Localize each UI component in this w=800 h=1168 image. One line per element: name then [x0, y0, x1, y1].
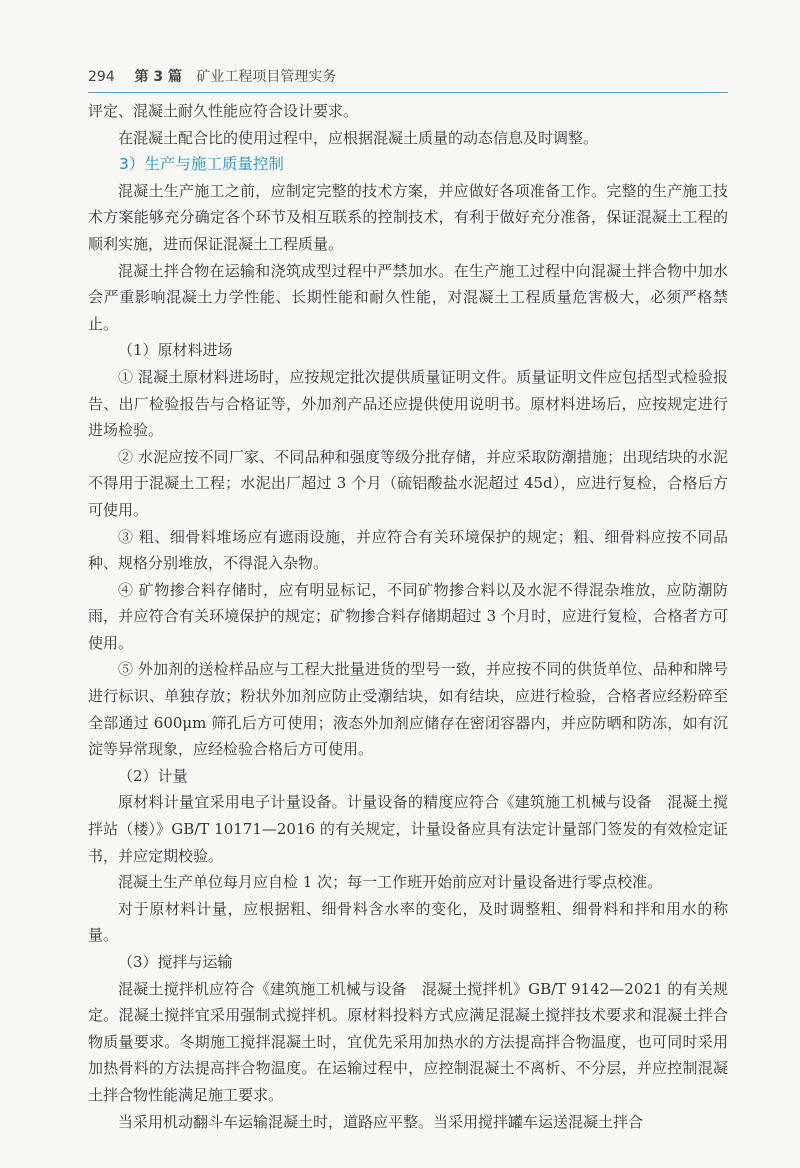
section-heading: 3）生产与施工质量控制: [119, 155, 284, 174]
part-label: 第 3 篇: [134, 69, 182, 85]
paragraph: ② 水泥应按不同厂家、不同品种和强度等级分批存储，并应采取防潮措施；出现结块的水泥不得用于混凝土工程；水泥出厂超过 3 个月（硫铝酸盐水泥超过 45d），应进行复检，合格后方可使用。: [88, 447, 728, 519]
subsection-heading: （2）计量: [118, 766, 188, 785]
paragraph: 混凝土生产单位每月应自检 1 次；每一工作班开始前应对计量设备进行零点校准。: [118, 873, 663, 892]
paragraph: 原材料计量宜采用电子计量设备。计量设备的精度应符合《建筑施工机械与设备 混凝土搅拌站（楼）》GB/T 10171—2016 的有关规定，计量设备应具有法定计量部门签发的有效检定证书，并应定期校验。: [88, 793, 728, 865]
paragraph: 混凝土生产施工之前，应制定完整的技术方案，并应做好各项准备工作。完整的生产施工技术方案能够充分确定各个环节及相互联系的控制技术，有利于做好充分准备，保证混凝土工程的顺利实施，进而保证混凝土工程质量。: [88, 181, 728, 253]
paragraph: ③ 粗、细骨料堆场应有遮雨设施，并应符合有关环境保护的规定；粗、细骨料应按不同品种、规格分别堆放，不得混入杂物。: [88, 527, 728, 573]
paragraph: 混凝土搅拌机应符合《建筑施工机械与设备 混凝土搅拌机》GB/T 9142—2021 的有关规定。混凝土搅拌宜采用强制式搅拌机。原材料投料方式应满足混凝土搅拌技术要求和混凝土拌合物质量要求。冬期施工搅拌混凝土时，宜优先采用加热水的方法提高拌合物温度，也可同时采用加热骨料的方法提高拌合物温度。在运输过程中，应控制混凝土不离析、不分层，并应控制混凝土拌合物性能满足施工要求。: [88, 979, 728, 1104]
book-title: 矿业工程项目管理实务: [196, 69, 337, 85]
running-header: [88, 66, 728, 86]
paragraph: ④ 矿物掺合料存储时，应有明显标记，不同矿物掺合料以及水泥不得混杂堆放，应防潮防雨，并应符合有关环境保护的规定；矿物掺合料存储期超过 3 个月时，应进行复检，合格者方可使用。: [88, 580, 728, 652]
paragraph: ① 混凝土原材料进场时，应按规定批次提供质量证明文件。质量证明文件应包括型式检验报告、出厂检验报告与合格证等，外加剂产品还应提供使用说明书。原材料进场后，应按规定进行进场检验。: [88, 367, 728, 440]
header-divider: [88, 92, 728, 93]
paragraph: 在混凝土配合比的使用过程中，应根据混凝土质量的动态信息及时调整。: [118, 128, 599, 147]
paragraph: 评定、混凝土耐久性能应符合设计要求。: [88, 102, 359, 120]
paragraph: 对于原材料计量，应根据粗、细骨料含水率的变化，及时调整粗、细骨料和拌和用水的称量。: [88, 899, 728, 945]
subsection-heading: （3）搅拌与运输: [118, 953, 233, 971]
body-text: [88, 98, 728, 1135]
paragraph: 混凝土拌合物在运输和浇筑成型过程中严禁加水。在生产施工过程中向混凝土拌合物中加水会严重影响混凝土力学性能、长期性能和耐久性能，对混凝土工程质量危害极大，必须严格禁止。: [88, 261, 728, 333]
paragraph: ⑤ 外加剂的送检样品应与工程大批量进货的型号一致，并应按不同的供货单位、品种和牌号进行标识、单独存放；粉状外加剂应防止受潮结块，如有结块，应进行检验，合格者应经粉碎至全部通过 600μm 筛孔后方可使用；液态外加剂应储存在密闭容器内，并应防晒和防冻，如有沉淀等异常现象，应经检验合格后方可使用。: [88, 660, 728, 759]
paragraph: 当采用机动翻斗车运输混凝土时，道路应平整。当采用搅拌罐车运送混凝土拌合: [118, 1112, 644, 1131]
page-number: 294: [88, 69, 115, 85]
subsection-heading: （1）原材料进场: [118, 341, 233, 360]
